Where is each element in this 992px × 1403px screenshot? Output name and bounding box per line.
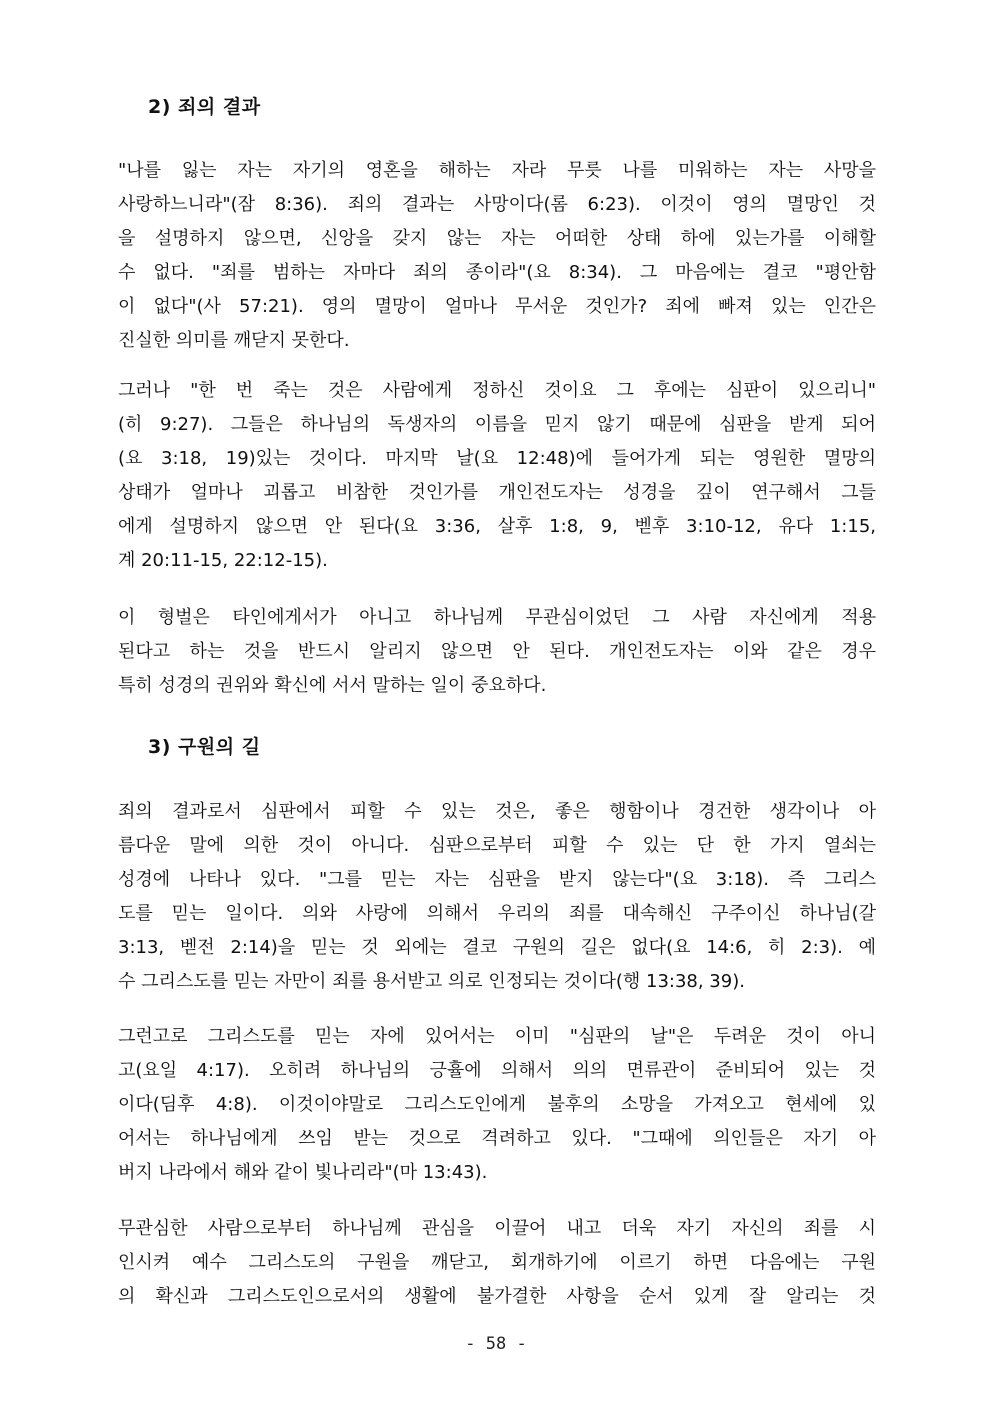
- text-line: 을 설명하지 않으면, 신앙을 갖지 않는 자는 어떠한 상태 하에 있는가를 이해할: [118, 228, 876, 249]
- text-line: 의 확신과 그리스도인으로서의 생활에 불가결한 사항을 순서 있게 잘 알리는 것: [118, 1286, 876, 1307]
- text-line: 사랑하느니라"(잠 8:36). 죄의 결과는 사망이다(롬 6:23). 이것이 영의 멸망인 것: [118, 194, 876, 215]
- paragraph-assurance: [118, 1212, 876, 1314]
- paragraph-day-of-judgment: [118, 1020, 876, 1190]
- text-line: 에게 설명하지 않으면 안 된다(요 3:36, 살후 1:8, 9, 벧후 3:10-12, 유다 1:15,: [118, 516, 876, 537]
- text-line: 그런고로 그리스도를 믿는 자에 있어서는 이미 "심판의 날"은 두려운 것이 아니: [118, 1026, 876, 1047]
- section-heading-way-of-salvation: 3) 구원의 길: [148, 736, 261, 758]
- text-line: 도를 믿는 일이다. 의와 사랑에 의해서 우리의 죄를 대속해신 구주이신 하나님(갈: [118, 903, 876, 924]
- text-line: 상태가 얼마나 괴롭고 비참한 것인가를 개인전도자는 성경을 깊이 연구해서 그들: [118, 482, 876, 503]
- paragraph-punishment: [118, 601, 876, 703]
- text-line: 이 없다"(사 57:21). 영의 멸망이 얼마나 무서운 것인가? 죄에 빠져 있는 인간은: [118, 296, 876, 317]
- text-line: 수 그리스도를 믿는 자만이 죄를 용서받고 의로 인정되는 것이다(행 13:38, 39).: [118, 971, 745, 992]
- paragraph-sin-death: [118, 154, 876, 358]
- text-line: 3:13, 벧전 2:14)을 믿는 것 외에는 결코 구원의 길은 없다(요 14:6, 히 2:3). 예: [118, 937, 876, 958]
- text-line: 름다운 말에 의한 것이 아니다. 심판으로부터 피할 수 있는 단 한 가지 열쇠는: [118, 835, 876, 856]
- text-line: 성경에 나타나 있다. "그를 믿는 자는 심판을 받지 않는다"(요 3:18). 즉 그리스: [118, 869, 876, 890]
- text-line: 그러나 "한 번 죽는 것은 사람에게 정하신 것이요 그 후에는 심판이 있으리니": [118, 380, 876, 401]
- text-line: 수 없다. "죄를 범하는 자마다 죄의 종이라"(요 8:34). 그 마음에는 결코 "평안함: [118, 262, 876, 283]
- page-number: - 58 -: [465, 1334, 527, 1354]
- text-line: 이다(딤후 4:8). 이것이야말로 그리스도인에게 불후의 소망을 가져오고 현세에 있: [118, 1094, 876, 1115]
- text-line: 죄의 결과로서 심판에서 피할 수 있는 것은, 좋은 행함이나 경건한 생각이나 아: [118, 801, 876, 822]
- text-line: (히 9:27). 그들은 하나님의 독생자의 이름을 믿지 않기 때문에 심판을 받게 되어: [118, 414, 876, 435]
- paragraph-judgment: [118, 374, 876, 578]
- text-line: (요 3:18, 19)있는 것이다. 마지막 날(요 12:48)에 들어가게 되는 영원한 멸망의: [118, 448, 876, 469]
- text-line: 인시켜 예수 그리스도의 구원을 깨닫고, 회개하기에 이르기 하면 다음에는 구원: [118, 1252, 876, 1273]
- text-line: 무관심한 사람으로부터 하나님께 관심을 이끌어 내고 더욱 자기 자신의 죄를 시: [118, 1218, 876, 1239]
- text-line: 계 20:11-15, 22:12-15).: [118, 550, 328, 571]
- section-heading-sin-result: 2) 죄의 결과: [148, 96, 261, 118]
- text-line: 어서는 하나님에게 쓰임 받는 것으로 격려하고 있다. "그때에 의인들은 자기 아: [118, 1128, 876, 1149]
- text-line: 버지 나라에서 해와 같이 빛나리라"(마 13:43).: [118, 1162, 488, 1183]
- text-line: 고(요일 4:17). 오히려 하나님의 긍휼에 의해서 의의 면류관이 준비되어 있는 것: [118, 1060, 876, 1081]
- paragraph-faith-in-christ: [118, 795, 876, 999]
- text-line: 진실한 의미를 깨닫지 못한다.: [118, 330, 350, 351]
- text-line: 특히 성경의 권위와 확신에 서서 말하는 일이 중요하다.: [118, 675, 547, 696]
- text-line: 된다고 하는 것을 반드시 알리지 않으면 안 된다. 개인전도자는 이와 같은 경우: [118, 641, 876, 662]
- text-line: "나를 잃는 자는 자기의 영혼을 해하는 자라 무릇 나를 미워하는 자는 사망을: [118, 160, 876, 181]
- text-line: 이 형벌은 타인에게서가 아니고 하나님께 무관심이었던 그 사람 자신에게 적용: [118, 607, 876, 628]
